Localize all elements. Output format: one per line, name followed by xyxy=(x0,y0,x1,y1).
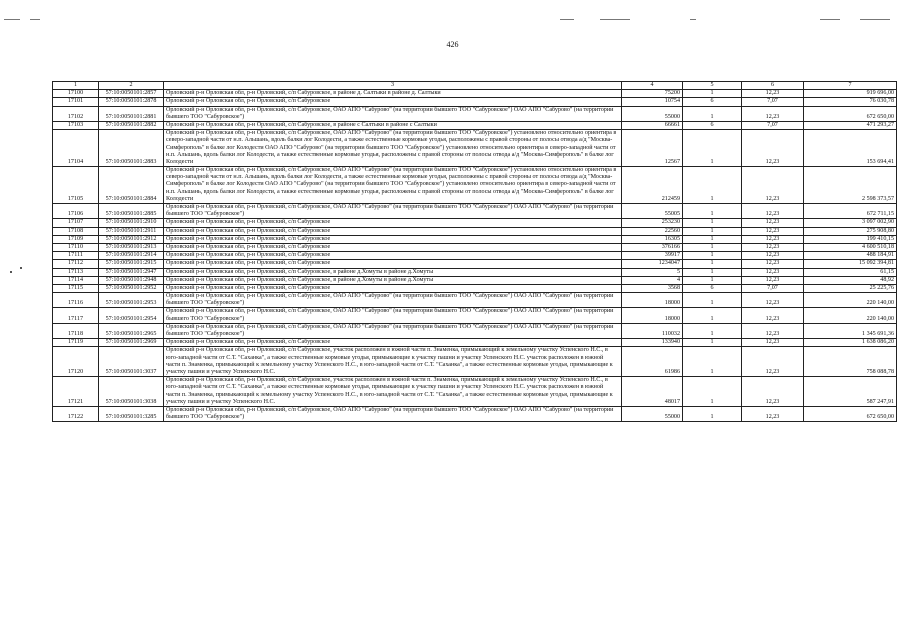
rate-cell: 7,07 xyxy=(742,121,804,129)
cadastral-number-cell: 57:10:0050101:2947 xyxy=(99,268,164,276)
value-cell: 199 410,15 xyxy=(804,235,897,243)
address-cell: Орловский р-н Орловская обл, р-н Орловский, с/п Сабуровское, ОАО АПО "Сабурово" (на территории бывшего ТОО "Сабуровское") ОАО АПО "Сабурово" (на территории бывшего ТОО "Сабуровское") xyxy=(164,323,622,338)
area-cell: 18000 xyxy=(622,293,683,308)
value-cell: 919 696,00 xyxy=(804,90,897,98)
row-number-cell: 17106 xyxy=(53,204,99,219)
category-cell: 1 xyxy=(683,406,742,421)
value-cell: 488 184,91 xyxy=(804,252,897,260)
row-number-cell: 17113 xyxy=(53,268,99,276)
rate-cell: 12,23 xyxy=(742,339,804,347)
value-cell: 275 908,80 xyxy=(804,227,897,235)
rate-cell: 12,23 xyxy=(742,90,804,98)
area-cell: 48017 xyxy=(622,377,683,407)
area-cell: 5 xyxy=(622,268,683,276)
column-number-row xyxy=(53,82,897,90)
cadastral-number-cell: 57:10:0050101:2953 xyxy=(99,293,164,308)
table-row xyxy=(53,293,897,308)
row-number-cell: 17120 xyxy=(53,347,99,377)
area-cell: 10754 xyxy=(622,98,683,106)
value-cell: 3 097 002,90 xyxy=(804,219,897,227)
area-cell: 110032 xyxy=(622,323,683,338)
row-number-cell: 17116 xyxy=(53,293,99,308)
category-cell: 1 xyxy=(683,219,742,227)
address-cell: Орловский р-н Орловская обл, р-н Орловский, с/п Сабуровское, ОАО АПО "Сабурово" (на территории бывшего ТОО "Сабуровское") ОАО АПО "Сабурово" (на территории бывшего ТОО "Сабуровское") xyxy=(164,204,622,219)
rate-cell: 12,23 xyxy=(742,308,804,323)
row-number-cell: 17119 xyxy=(53,339,99,347)
area-cell: 1234047 xyxy=(622,260,683,268)
cadastral-number-cell: 57:10:0050101:2969 xyxy=(99,339,164,347)
address-cell: Орловский р-н Орловская обл, р-н Орловский, с/п Сабуровское, ОАО АПО "Сабурово" (на территории бывшего ТОО "Сабуровское") ОАО АПО "Сабурово" (на территории бывшего ТОО "Сабуровское") xyxy=(164,406,622,421)
value-cell: 153 694,41 xyxy=(804,130,897,167)
table-row xyxy=(53,219,897,227)
cadastral-number-cell: 57:10:0050101:2881 xyxy=(99,106,164,121)
row-number-cell: 17109 xyxy=(53,235,99,243)
table-row xyxy=(53,243,897,251)
address-cell: Орловский р-н Орловская обл, р-н Орловский, с/п Сабуровское, ОАО АПО "Сабурово" (на территории бывшего ТОО "Сабуровское") установлено относительно ориентира в северо-западной части от н.п. Альшань, вдоль балки лог Колодести, а также естественные кормовые угодья, расположены с правой стороны от полосы отвода а/д "Москва-Симферополь" в балке лог Колодести ОАО АПО "Сабурово" (на территории бывшего ТОО "Сабуровское") установлено относительно ориентира в северо-западной части от н.п. Альшань, вдоль балки лог Колодести, а также естественные кормовые угодья, расположены с правой стороны от полосы отвода а/д "Москва-Симферополь" в балке лог Колодести xyxy=(164,167,622,204)
address-cell: Орловский р-н Орловская обл, р-н Орловский, с/п Сабуровское, ОАО АПО "Сабурово" (на территории бывшего ТОО "Сабуровское") ОАО АПО "Сабурово" (на территории бывшего ТОО "Сабуровское") xyxy=(164,308,622,323)
cadastral-number-cell: 57:10:0050101:2878 xyxy=(99,98,164,106)
category-cell: 1 xyxy=(683,347,742,377)
table-row xyxy=(53,130,897,167)
category-cell: 1 xyxy=(683,227,742,235)
rate-cell: 7,07 xyxy=(742,284,804,292)
category-cell: 1 xyxy=(683,167,742,204)
cadastral-number-cell: 57:10:0050101:2882 xyxy=(99,121,164,129)
category-cell: 6 xyxy=(683,284,742,292)
address-cell: Орловский р-н Орловская обл, р-н Орловский, с/п Сабуровское xyxy=(164,252,622,260)
row-number-cell: 17118 xyxy=(53,323,99,338)
column-number-cell: 7 xyxy=(804,82,897,90)
table-row xyxy=(53,227,897,235)
table-row xyxy=(53,406,897,421)
value-cell: 758 088,78 xyxy=(804,347,897,377)
rate-cell: 12,23 xyxy=(742,323,804,338)
category-cell: 1 xyxy=(683,339,742,347)
cadastral-number-cell: 57:10:0050101:2910 xyxy=(99,219,164,227)
column-number-cell: 1 xyxy=(53,82,99,90)
rate-cell: 12,23 xyxy=(742,268,804,276)
category-cell: 1 xyxy=(683,377,742,407)
row-number-cell: 17122 xyxy=(53,406,99,421)
address-cell: Орловский р-н Орловская обл, р-н Орловский, с/п Сабуровское xyxy=(164,98,622,106)
rate-cell: 12,23 xyxy=(742,106,804,121)
cadastral-number-cell: 57:10:0050101:2914 xyxy=(99,252,164,260)
rate-cell: 12,23 xyxy=(742,204,804,219)
address-cell: Орловский р-н Орловская обл, р-н Орловский, с/п Сабуровское xyxy=(164,227,622,235)
cadastral-number-cell: 57:10:0050101:3285 xyxy=(99,406,164,421)
category-cell: 1 xyxy=(683,268,742,276)
category-cell: 1 xyxy=(683,106,742,121)
area-cell: 55000 xyxy=(622,406,683,421)
table-row xyxy=(53,339,897,347)
value-cell: 1 638 086,20 xyxy=(804,339,897,347)
area-cell: 12567 xyxy=(622,130,683,167)
category-cell: 1 xyxy=(683,235,742,243)
address-cell: Орловский р-н Орловская обл, р-н Орловский, с/п Сабуровское, в районе д. Салтыки в районе д. Салтыки xyxy=(164,90,622,98)
address-cell: Орловский р-н Орловская обл, р-н Орловский, с/п Сабуровское, ОАО АПО "Сабурово" (на территории бывшего ТОО "Сабуровское") ОАО АПО "Сабурово" (на территории бывшего ТОО "Сабуровское") xyxy=(164,293,622,308)
rate-cell: 12,23 xyxy=(742,293,804,308)
table-row xyxy=(53,167,897,204)
category-cell: 1 xyxy=(683,90,742,98)
address-cell: Орловский р-н Орловская обл, р-н Орловский, с/п Сабуровское, в районе д.Хомуты в районе д.Хомуты xyxy=(164,276,622,284)
rate-cell: 7,07 xyxy=(742,98,804,106)
row-number-cell: 17101 xyxy=(53,98,99,106)
rate-cell: 12,23 xyxy=(742,377,804,407)
row-number-cell: 17108 xyxy=(53,227,99,235)
land-registry-table xyxy=(52,81,897,422)
cadastral-number-cell: 57:10:0050101:2885 xyxy=(99,204,164,219)
table-row xyxy=(53,377,897,407)
category-cell: 1 xyxy=(683,260,742,268)
category-cell: 1 xyxy=(683,130,742,167)
area-cell: 212459 xyxy=(622,167,683,204)
row-number-cell: 17104 xyxy=(53,130,99,167)
value-cell: 48,92 xyxy=(804,276,897,284)
row-number-cell: 17112 xyxy=(53,260,99,268)
area-cell: 55000 xyxy=(622,106,683,121)
row-number-cell: 17103 xyxy=(53,121,99,129)
address-cell: Орловский р-н Орловская обл, р-н Орловский, с/п Сабуровское xyxy=(164,235,622,243)
table-row xyxy=(53,260,897,268)
rate-cell: 12,23 xyxy=(742,260,804,268)
value-cell: 76 030,78 xyxy=(804,98,897,106)
address-cell: Орловский р-н Орловская обл, р-н Орловский, с/п Сабуровское, в районе с Салтыки в районе с Салтыки xyxy=(164,121,622,129)
address-cell: Орловский р-н Орловская обл, р-н Орловский, с/п Сабуровское xyxy=(164,243,622,251)
cadastral-number-cell: 57:10:0050101:2915 xyxy=(99,260,164,268)
address-cell: Орловский р-н Орловская обл, р-н Орловский, с/п Сабуровское xyxy=(164,339,622,347)
column-number-cell: 2 xyxy=(99,82,164,90)
rate-cell: 12,23 xyxy=(742,243,804,251)
cadastral-number-cell: 57:10:0050101:2857 xyxy=(99,90,164,98)
table-row xyxy=(53,121,897,129)
column-number-cell: 5 xyxy=(683,82,742,90)
rate-cell: 12,23 xyxy=(742,406,804,421)
address-cell: Орловский р-н Орловская обл, р-н Орловский, с/п Сабуровское xyxy=(164,219,622,227)
cadastral-number-cell: 57:10:0050101:2965 xyxy=(99,323,164,338)
rate-cell: 12,23 xyxy=(742,276,804,284)
row-number-cell: 17114 xyxy=(53,276,99,284)
table-row xyxy=(53,308,897,323)
area-cell: 3568 xyxy=(622,284,683,292)
area-cell: 376166 xyxy=(622,243,683,251)
rate-cell: 12,23 xyxy=(742,252,804,260)
category-cell: 1 xyxy=(683,293,742,308)
value-cell: 15 092 394,81 xyxy=(804,260,897,268)
row-number-cell: 17100 xyxy=(53,90,99,98)
value-cell: 25 225,76 xyxy=(804,284,897,292)
column-number-cell: 4 xyxy=(622,82,683,90)
row-number-cell: 17107 xyxy=(53,219,99,227)
row-number-cell: 17111 xyxy=(53,252,99,260)
cadastral-number-cell: 57:10:0050101:3038 xyxy=(99,377,164,407)
category-cell: 1 xyxy=(683,252,742,260)
area-cell: 22560 xyxy=(622,227,683,235)
area-cell: 18000 xyxy=(622,308,683,323)
value-cell: 61,15 xyxy=(804,268,897,276)
value-cell: 220 140,00 xyxy=(804,308,897,323)
row-number-cell: 17102 xyxy=(53,106,99,121)
cadastral-number-cell: 57:10:0050101:2954 xyxy=(99,308,164,323)
value-cell: 1 345 691,36 xyxy=(804,323,897,338)
table-row xyxy=(53,276,897,284)
table-row xyxy=(53,284,897,292)
cadastral-number-cell: 57:10:0050101:2948 xyxy=(99,276,164,284)
column-number-cell: 6 xyxy=(742,82,804,90)
value-cell: 587 247,91 xyxy=(804,377,897,407)
category-cell: 1 xyxy=(683,243,742,251)
value-cell: 4 600 510,18 xyxy=(804,243,897,251)
page-number: 426 xyxy=(446,40,459,49)
cadastral-number-cell: 57:10:0050101:2884 xyxy=(99,167,164,204)
area-cell: 66661 xyxy=(622,121,683,129)
area-cell: 16305 xyxy=(622,235,683,243)
area-cell: 133940 xyxy=(622,339,683,347)
value-cell: 672 711,15 xyxy=(804,204,897,219)
rate-cell: 12,23 xyxy=(742,219,804,227)
row-number-cell: 17121 xyxy=(53,377,99,407)
row-number-cell: 17110 xyxy=(53,243,99,251)
table-row xyxy=(53,323,897,338)
rate-cell: 12,23 xyxy=(742,235,804,243)
category-cell: 6 xyxy=(683,98,742,106)
category-cell: 1 xyxy=(683,323,742,338)
row-number-cell: 17115 xyxy=(53,284,99,292)
address-cell: Орловский р-н Орловская обл, р-н Орловский, с/п Сабуровское xyxy=(164,260,622,268)
category-cell: 1 xyxy=(683,204,742,219)
address-cell: Орловский р-н Орловская обл, р-н Орловский, с/п Сабуровское, участок расположен в южной части п. Знаменка, примыкающий к земельному участку Успенского Н.С., в юго-западной части от С.Т. "Саханка", а также естественные кормовые угодья, примыкающие к участку пашни и участку Успенского Н.С. участок расположен в южной части п. Знаменка, примыкающий к земельному участку Успенского Н.С., в юго-западной части от С.Т. "Саханка", а также естественные кормовые угодья, примыкающие к участку пашни и участку Успенского Н.С. xyxy=(164,377,622,407)
table-row xyxy=(53,90,897,98)
area-cell: 61986 xyxy=(622,347,683,377)
address-cell: Орловский р-н Орловская обл, р-н Орловский, с/п Сабуровское, в районе д.Хомуты в районе д.Хомуты xyxy=(164,268,622,276)
row-number-cell: 17105 xyxy=(53,167,99,204)
value-cell: 2 598 373,57 xyxy=(804,167,897,204)
address-cell: Орловский р-н Орловская обл, р-н Орловский, с/п Сабуровское, ОАО АПО "Сабурово" (на территории бывшего ТОО "Сабуровское") установлено относительно ориентира в северо-западной части от н.п. Альшань, вдоль балки лог Колодести, а также естественные кормовые угодья, расположены с правой стороны от полосы отвода а/д "Москва-Симферополь" в балке лог Колодести ОАО АПО "Сабурово" (на территории бывшего ТОО "Сабуровское") установлено относительно ориентира в северо-западной части от н.п. Альшань, вдоль балки лог Колодести, а также естественные кормовые угодья, расположены с правой стороны от полосы отвода а/д "Москва-Симферополь" в балке лог Колодести xyxy=(164,130,622,167)
area-cell: 4 xyxy=(622,276,683,284)
area-cell: 55005 xyxy=(622,204,683,219)
value-cell: 220 140,00 xyxy=(804,293,897,308)
category-cell: 6 xyxy=(683,121,742,129)
table-row xyxy=(53,235,897,243)
rate-cell: 12,23 xyxy=(742,227,804,235)
rate-cell: 12,23 xyxy=(742,347,804,377)
area-cell: 253230 xyxy=(622,219,683,227)
cadastral-number-cell: 57:10:0050101:2912 xyxy=(99,235,164,243)
column-number-cell: 3 xyxy=(164,82,622,90)
address-cell: Орловский р-н Орловская обл, р-н Орловский, с/п Сабуровское, ОАО АПО "Сабурово" (на территории бывшего ТОО "Сабуровское") ОАО АПО "Сабурово" (на территории бывшего ТОО "Сабуровское") xyxy=(164,106,622,121)
cadastral-number-cell: 57:10:0050101:2883 xyxy=(99,130,164,167)
cadastral-number-cell: 57:10:0050101:3037 xyxy=(99,347,164,377)
table-row xyxy=(53,252,897,260)
row-number-cell: 17117 xyxy=(53,308,99,323)
table-row xyxy=(53,98,897,106)
value-cell: 672 650,00 xyxy=(804,406,897,421)
table-row xyxy=(53,347,897,377)
cadastral-number-cell: 57:10:0050101:2952 xyxy=(99,284,164,292)
category-cell: 1 xyxy=(683,308,742,323)
address-cell: Орловский р-н Орловская обл, р-н Орловский, с/п Сабуровское xyxy=(164,284,622,292)
cadastral-number-cell: 57:10:0050101:2913 xyxy=(99,243,164,251)
category-cell: 1 xyxy=(683,276,742,284)
table-row xyxy=(53,204,897,219)
address-cell: Орловский р-н Орловская обл, р-н Орловский, с/п Сабуровское, участок расположен в южной части п. Знаменка, примыкающий к земельному участку Успенского Н.С., в юго-западной части от С.Т. "Саханка", а также естественные кормовые угодья, примыкающие к участку пашни и участку Успенского Н.С. участок расположен в южной части п. Знаменка, примыкающий к земельному участку Успенского Н.С., в юго-западной части от С.Т. "Саханка", а также естественные кормовые угодья, примыкающие к участку пашни и участку Успенского Н.С. xyxy=(164,347,622,377)
value-cell: 672 650,00 xyxy=(804,106,897,121)
cadastral-number-cell: 57:10:0050101:2911 xyxy=(99,227,164,235)
table-row xyxy=(53,106,897,121)
rate-cell: 12,23 xyxy=(742,130,804,167)
value-cell: 471 293,27 xyxy=(804,121,897,129)
area-cell: 75200 xyxy=(622,90,683,98)
area-cell: 39917 xyxy=(622,252,683,260)
rate-cell: 12,23 xyxy=(742,167,804,204)
table-row xyxy=(53,268,897,276)
